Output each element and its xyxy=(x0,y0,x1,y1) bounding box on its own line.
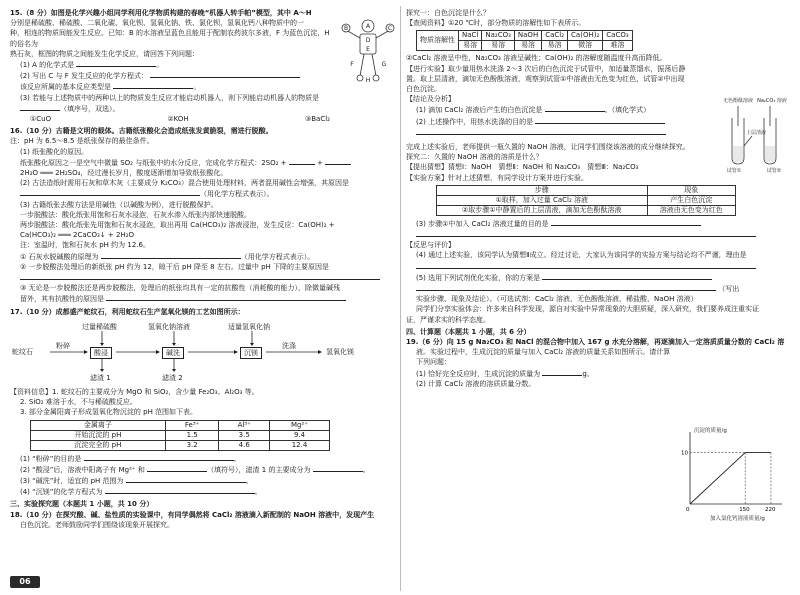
precipitate-chart xyxy=(670,424,788,524)
solubility-header xyxy=(417,31,633,41)
q17-sub-2: (2) “酸浸”后，溶液中阳离子有 Mg²⁺ 和 （填符号），滤渣 1 的主要成分为 。 xyxy=(20,465,370,474)
tube-label-1: 试管① xyxy=(726,168,742,174)
liquid-1 xyxy=(733,146,743,162)
answer-blank[interactable] xyxy=(147,464,207,472)
q18-r20: 同学们分享实验体会：许多来自科学发现，源自对实验中异常现象的大胆质疑，深入研究，我们要养成注重实证 xyxy=(416,305,759,314)
answer-blank[interactable] xyxy=(113,81,193,89)
answer-blank[interactable] xyxy=(101,251,241,259)
sol-cell: NaCl xyxy=(459,31,482,41)
q16-sub-9: Ca(HCO₃)₂ ═══ 2CaCO₃↓ + 2H₂O xyxy=(20,231,135,240)
q19-sub-2: (2) 计算 CaCl₂ 溶液的溶质质量分数。 xyxy=(416,379,536,388)
q18-r15-blank xyxy=(406,229,790,240)
section-4-heading: 四、计算题（本题共 1 小题，共 6 分） xyxy=(406,327,531,336)
q16-sub-10: 注：室温时，饱和石灰水 pH 约为 12.6。 xyxy=(20,241,150,250)
q18-r11: 完成上述实验后，老师提供一瓶久置的 NaOH 溶液，让同学们围绕该溶液的成分继续探究。 xyxy=(406,143,690,152)
answer-blank[interactable] xyxy=(416,283,716,291)
flow-reagent-1: 过量稀硫酸 xyxy=(82,322,117,331)
q18-r13: 【提出猜想】猜想Ⅰ：NaOH 猜想Ⅱ：NaOH 和 Na₂CO₃ 猜想Ⅲ：Na₂CO₃ xyxy=(406,163,639,172)
q19-sub-1: (1) 恰好完全反应时，生成沉淀的质量为 g。 xyxy=(416,369,594,378)
q15-options xyxy=(10,114,330,124)
q15-line-4: 熟石灰，框图的物质之间能发生化学反应，请回答下列问题： xyxy=(10,49,199,58)
robot-label-c: C xyxy=(387,25,393,32)
q18-r12: 探究二：久置的 NaOH 溶液的溶质是什么？ xyxy=(406,153,543,162)
flow-box-alkali: 碱洗 xyxy=(162,347,184,359)
x-tick-label: 220 xyxy=(764,507,776,513)
experiment-header xyxy=(437,185,736,195)
ph-table-row xyxy=(31,430,330,440)
sol-cell: 易溶 xyxy=(459,41,482,51)
test-tube-diagram xyxy=(712,96,792,174)
tube-label-na2co3: Na₂CO₃ 溶液 xyxy=(757,98,787,104)
ph-table-row xyxy=(31,440,330,450)
section-3-heading: 三、实验探究题（本题共 1 小题，共 10 分） xyxy=(10,500,154,509)
q16-sub-8: 两步脱酸法：酸化纸张先用饱和石灰水浸泡，取出再用 Ca(HCO₃)₂ 溶液浸泡，发生反应：Ca(OH)₂ + xyxy=(20,221,335,230)
exp-cell: ②取步骤①中静置后的上层清液，滴加无色酚酞溶液 xyxy=(437,205,648,215)
q18-r7: 【结论及分析】 xyxy=(406,95,455,104)
robot-label-d: D xyxy=(365,37,371,44)
exp-cell: 现象 xyxy=(647,185,735,195)
q17-sub-1: (1) “粉碎”的目的是 。 xyxy=(20,454,241,463)
answer-blank[interactable] xyxy=(289,157,315,165)
q16-sub-7: 一步脱酸法：酸化纸张用饱和石灰水浸泡，石灰水渗入纸张内部快速脱酸。 xyxy=(20,210,251,219)
q18-r16: 【反思与评价】 xyxy=(406,241,455,250)
ph-cell: 开始沉淀的 pH xyxy=(31,430,166,440)
answer-blank[interactable] xyxy=(150,70,300,78)
ph-col-header: 金属离子 xyxy=(31,420,166,430)
flow-residue-1: 滤渣 1 xyxy=(90,373,111,382)
answer-blank[interactable] xyxy=(416,261,756,269)
experiment-row xyxy=(437,195,736,205)
q15-sub-5: （填序号，双选）。 xyxy=(10,103,396,114)
q17-sub-4: (3) “碱洗”时，适宜的 pH 范围为 。 xyxy=(20,476,253,485)
tube-label-phenol: 无色酚酞溶液 xyxy=(722,98,754,104)
answer-blank[interactable] xyxy=(84,453,234,461)
ph-cell: 沉淀完全的 pH xyxy=(31,440,166,450)
robot-diagram xyxy=(340,18,396,84)
x-axis-label: 加入氯化钙溶液质量/g xyxy=(710,516,765,522)
flow-start-label: 蛇纹石 xyxy=(12,347,33,356)
q16-sub-4: (2) 古法造纸时需用石灰和草木灰（主要成分 K₂CO₃）混合使用处理材料，两者混用碱性会增强，其原因是 xyxy=(20,179,349,188)
ph-col-header: Mg²⁺ xyxy=(270,420,330,430)
q18-r15: (3) 步骤①中加入 CaCl₂ 溶液过量的目的是 xyxy=(406,218,790,229)
q16-sub-5: （用化学方程式表示）。 xyxy=(10,188,396,199)
answer-blank[interactable] xyxy=(535,116,665,124)
robot-label-h: H xyxy=(365,77,371,84)
experiment-row xyxy=(437,205,736,215)
ph-col-header: Fe³⁺ xyxy=(165,420,219,430)
answer-blank[interactable] xyxy=(20,103,60,111)
answer-blank[interactable] xyxy=(106,293,346,301)
flow-reagent-3: 适量氢氧化钠 xyxy=(228,322,270,331)
q19-line-2: 液。实验过程中，生成沉淀的质量与加入 CaCl₂ 溶液的质量关系如图所示。请计算下列问题： xyxy=(416,348,671,367)
q18-r18-blank: （写出 xyxy=(406,283,790,294)
sol-cell: Na₂CO₃ xyxy=(482,31,515,41)
q18-r17-blank xyxy=(406,261,790,272)
q16-sub-1: (1) 纸张酸化的原因。 xyxy=(20,147,89,156)
q18-r21: 证，严谨求实的科学态度。 xyxy=(406,315,490,324)
ph-table xyxy=(30,420,330,451)
flow-step-label: 粉碎 xyxy=(56,341,70,350)
q17-sub-5: (4) “沉镁”的化学方程式为 。 xyxy=(20,488,262,497)
q16-sub-15: 留外，其有抗酸性的原因是 xyxy=(10,293,396,304)
flow-box-precip: 沉镁 xyxy=(240,347,262,359)
q16-sub-14: ③ 无论是一步脱酸法还是两步脱酸法，处理后的纸张均具有一定的抗酸性（消耗酸的能力），除微量碱残 xyxy=(20,284,340,293)
answer-blank[interactable] xyxy=(416,229,756,237)
right-column xyxy=(406,8,790,389)
robot-label-f: F xyxy=(350,61,354,68)
q15-line-3: 种，相连的物质间能发生反应。已知：B 的水溶液呈蓝色且能用于配制农药波尔多液，F 为蓝色沉淀，H 的俗名为 xyxy=(10,29,330,48)
option-3: ③BaCl₂ xyxy=(304,115,330,124)
q17-line-1: 17.（10 分）成都盛产蛇纹石，利用蛇纹石生产氢氧化镁的工艺如图所示： xyxy=(10,307,245,316)
q16-sub-13: ② 一步脱酸法处理后的新纸张 pH 约为 12，晾干后 pH 降至 8 左右。过量中 pH 下降的主要原因是 xyxy=(20,262,330,271)
q16-sub-2: 纸张酸化原因之一是空气中微量 SO₂ 与纸张中的水分反应，完成化学方程式：2SO₂ + + xyxy=(10,157,396,168)
sol-cell: 物质溶解性 xyxy=(417,31,459,51)
answer-blank[interactable] xyxy=(542,368,582,376)
q16-line-2: 注：pH 为 6.5～8.5 是纸张保存的最佳条件。 xyxy=(10,137,154,146)
flow-box-acid: 酸浸 xyxy=(90,347,112,359)
q15-sub-2: (2) 写出 C 与 F 发生反应的化学方程式： xyxy=(10,70,396,81)
exp-cell: 步骤 xyxy=(437,185,648,195)
q19-line-1: 19.（6 分）向 15 g Na₂CO₃ 和 NaCl 的混合物中加入 167 g 水充分溶解，再逐滴加入一定溶质质量分数的 CaCl₂ 溶 xyxy=(406,338,785,347)
ph-cell: 1.5 xyxy=(165,430,219,440)
sol-cell: 难溶 xyxy=(603,41,632,51)
q16-sub-6: (3) 古籍纸张去酸方法是用碱性（以碱酸为例），进行脱酸保护。 xyxy=(20,200,218,209)
flow-residue-2: 滤渣 2 xyxy=(162,373,183,382)
ph-table-header xyxy=(31,420,330,430)
q18-line-1: 18.（10 分）在探究酸、碱、盐性质的实验课中，有同学偶然将 CaCl₂ 溶液滴入新配制的 NaOH 溶液中，发现产生 xyxy=(10,510,375,519)
robot-label-g: G xyxy=(381,61,387,68)
solubility-table xyxy=(416,30,633,51)
page-number-badge: 06 xyxy=(10,576,40,588)
q17-info-3: 3. 部分金属阳离子形成氢氧化物沉淀的 pH 范围如下表。 xyxy=(20,408,198,417)
q18-r18: (5) 选用下列试剂优化实验，你的方案是 xyxy=(406,272,790,283)
flow-reagent-2: 氢氧化钠溶液 xyxy=(148,322,190,331)
left-column xyxy=(10,8,396,530)
option-2: ②KOH xyxy=(167,115,189,124)
exp-cell: 产生白色沉淀 xyxy=(647,195,735,205)
q18-line-2: 白色沉淀。老师鼓励同学们围绕该现象开展探究。 xyxy=(20,520,174,529)
sol-cell: 微溶 xyxy=(568,41,603,51)
q18-r14: 【实验方案】针对上述猜想，有同学设计方案并进行实验。 xyxy=(406,173,588,182)
q16-sub-11: ① 石灰水脱碱酸的原理为 （用化学方程式表示）。 xyxy=(20,252,315,261)
q18-r2: 【查阅资料】①20 ℃时，部分物质的溶解性如下表所示。 xyxy=(406,19,586,28)
sol-cell: Ca(OH)₂ xyxy=(568,31,603,41)
y-axis-label: 沉淀的质量/g xyxy=(694,428,727,434)
q18-r6: 白色沉淀。 xyxy=(406,85,441,94)
answer-blank[interactable] xyxy=(416,127,666,135)
answer-blank[interactable] xyxy=(126,475,246,483)
ph-cell: 3.2 xyxy=(165,440,219,450)
x-tick-label: 150 xyxy=(739,507,750,513)
answer-blank[interactable] xyxy=(76,59,156,67)
robot-label-b: B xyxy=(343,25,349,32)
answer-blank[interactable] xyxy=(545,104,605,112)
answer-blank[interactable] xyxy=(325,157,351,165)
q18-r3: ②CaCl₂ 溶液呈中性，Na₂CO₃ 溶液呈碱性；Ca(OH)₂ 的溶解度随温度升高而降低。 xyxy=(406,54,667,63)
answer-blank[interactable] xyxy=(20,272,380,280)
q16-sub-13-blank xyxy=(10,272,396,283)
y-tick-label: 10 xyxy=(681,450,688,457)
answer-blank[interactable] xyxy=(105,486,255,494)
sol-cell: NaOH xyxy=(514,31,541,41)
q18-r10: (2) 上述操作中，用热水洗涤的目的是 xyxy=(406,116,790,127)
answer-blank[interactable] xyxy=(313,464,363,472)
sol-cell: 易溶 xyxy=(542,41,568,51)
q18-r4: 【进行实验】取少量用热水洗涤 2～3 次后的白色沉淀于试管中，加适量蒸馏水，振荡后静 xyxy=(406,64,686,73)
q17-info-1: 【资料信息】1. 蛇纹石的主要成分为 MgO 和 SiO₂，含少量 Fe₂O₃、Al₂O₃ 等。 xyxy=(10,387,259,396)
q18-r17: (4) 通过上述实验，该同学认为猜想Ⅱ成立。经过讨论，大家认为该同学的实验方案与结论均不严谨，理由是 xyxy=(416,251,747,260)
q16-sub-3: 2H₂O ═══ 2H₂SO₄，经过漫长岁月，酸度逐渐增加导致纸张酸化。 xyxy=(20,169,228,178)
q18-r19: 实验步骤、现象及结论）。（可选试剂：CaCl₂ 溶液、无色酚酞溶液、稀盐酸、NaOH 溶液） xyxy=(416,295,698,304)
q18-r8: (1) 滴加 CaCl₂ 溶液后产生的白色沉淀是 。（填化学式） xyxy=(416,106,651,115)
liquid-2 xyxy=(765,146,775,162)
flow-wash-label: 洗涤 xyxy=(282,341,296,350)
answer-blank[interactable] xyxy=(542,272,712,280)
exp-cell: ①取样，加入过量 CaCl₂ 溶液 xyxy=(437,195,648,205)
sol-cell: 易溶 xyxy=(514,41,541,51)
ph-cell: 9.4 xyxy=(270,430,330,440)
tube-label-clear: 上层清液 xyxy=(745,130,767,136)
column-divider xyxy=(400,6,401,591)
x-tick-label: 0 xyxy=(686,507,690,513)
ph-col-header: Al³⁺ xyxy=(219,420,270,430)
robot-label-e: E xyxy=(366,46,370,53)
option-1: ①CuO xyxy=(30,115,52,124)
ph-cell: 12.4 xyxy=(270,440,330,450)
exp-cell: 溶液由无色变为红色 xyxy=(647,205,735,215)
q18-r5: 置。取上层清液，滴加无色酚酞溶液，观察到试管①中溶液由无色变为红色，试管②中出现 xyxy=(406,74,685,83)
q15-line-1: 15.（8 分）如图是化学兴趣小组同学利用化学物质构建的春晚“机器人转手帕”模型，其中 A～H xyxy=(10,9,312,17)
q15-sub-4: (3) 若能与上述物质中的两种以上的物质发生反应才能启动机器人，则下列能启动机器人的物质是 xyxy=(20,93,320,102)
q15-sub-1: (1) A 的化学式是 。 xyxy=(20,61,164,70)
q15-sub-3: 该反应所属的基本反应类型是 。 xyxy=(20,83,201,92)
sol-cell: 易溶 xyxy=(482,41,515,51)
experiment-table xyxy=(436,185,736,216)
answer-blank[interactable] xyxy=(551,218,701,226)
flow-product-label: 氢氧化镁 xyxy=(326,347,354,356)
q16-line-1: 16.（10 分）古籍是文明的载体。古籍纸张酸化会造成纸张发黄脆裂，需进行脱酸。 xyxy=(10,127,273,136)
q15-line-2: 分别是稀硫酸、稀硫酸、二氧化碳、氧化钡、氢氧化钠、铁、氯化钡、氢氧化钙八种物质中的一 xyxy=(10,19,304,28)
sol-cell: CaCO₃ xyxy=(603,31,632,41)
sol-cell: CaCl₂ xyxy=(542,31,568,41)
q18-r1: 探究一：白色沉淀是什么？ xyxy=(406,9,490,17)
process-flow-diagram xyxy=(10,319,396,385)
answer-blank[interactable] xyxy=(20,188,200,196)
ph-cell: 3.5 xyxy=(219,430,270,440)
tube-label-2: 试管② xyxy=(766,168,782,174)
precipitate-series-line xyxy=(690,453,771,504)
q17-info-2: 2. SiO₂ 难溶于水，不与稀硫酸反应。 xyxy=(20,398,137,407)
robot-label-a: A xyxy=(365,23,371,30)
ph-cell: 4.6 xyxy=(219,440,270,450)
